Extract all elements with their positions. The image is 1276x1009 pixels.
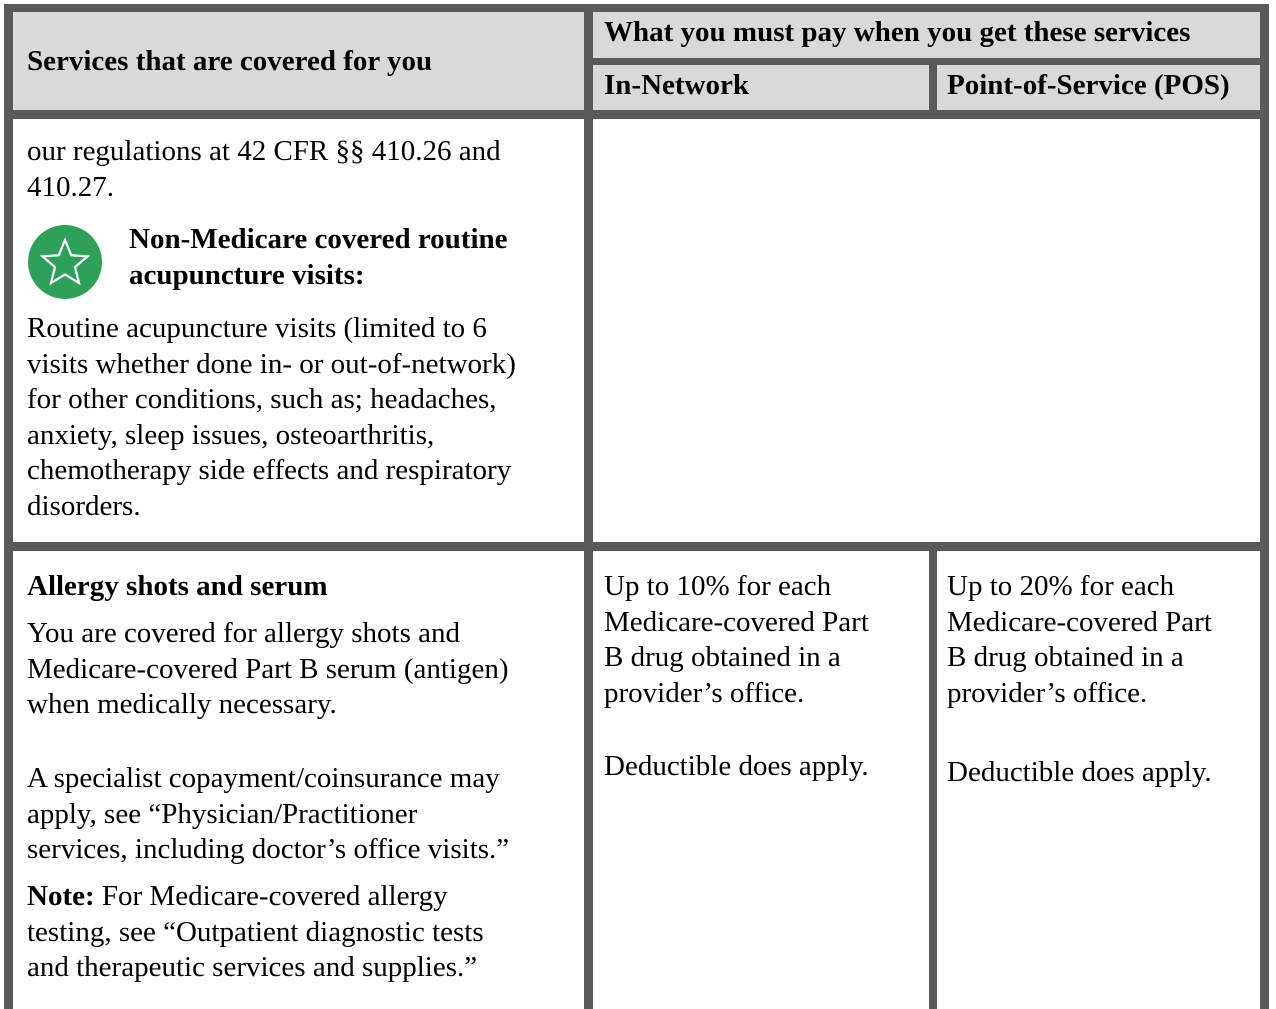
allergy-body-line: A specialist copayment/coinsurance may: [27, 762, 500, 794]
table-border-left: [4, 4, 13, 1009]
pos-line: B drug obtained in a: [947, 641, 1184, 673]
in-network-cost: [604, 569, 926, 711]
allergy-body-line: when medically necessary.: [27, 688, 337, 720]
routine-title-line: Non-Medicare covered routine: [129, 223, 508, 255]
allergy-body-coverage: [27, 616, 582, 723]
header-column-divider: [929, 65, 937, 110]
header-pos-label: Point-of-Service (POS): [947, 69, 1230, 101]
allergy-body-line: services, including doctor’s office visits.”: [27, 833, 510, 865]
routine-body-line: chemotherapy side effects and respiratory: [27, 454, 512, 486]
in-network-line: Medicare-covered Part: [604, 605, 869, 638]
routine-body-line: visits whether done in- or out-of-network): [27, 347, 516, 380]
note-first-line: [27, 879, 582, 915]
header-services-label: Services that are covered for you: [27, 45, 433, 77]
row1-intro-line: 410.27.: [27, 170, 114, 203]
in-network-line: B drug obtained in a: [604, 641, 841, 673]
header-pay-label: What you must pay when you get these services: [604, 16, 1191, 48]
column-divider-main: [584, 4, 593, 1009]
allergy-body-line: You are covered for allergy shots and: [27, 617, 461, 649]
allergy-note: [27, 879, 582, 986]
allergy-body-line: Medicare-covered Part B serum (antigen): [27, 652, 509, 685]
routine-body-line: for other conditions, such as; headaches,: [27, 383, 497, 415]
note-line: and therapeutic services and supplies.”: [27, 951, 478, 983]
allergy-body-line: apply, see “Physician/Practitioner: [27, 797, 418, 830]
table-border-right: [1260, 4, 1269, 1009]
table-border-top: [4, 4, 1269, 12]
row-divider: [4, 542, 1269, 551]
body-column-divider: [929, 551, 937, 1009]
in-network-deductible: Deductible does apply.: [604, 750, 869, 782]
in-network-line: Up to 10% for each: [604, 570, 832, 602]
routine-acupuncture-body: [27, 311, 582, 524]
note-text: For Medicare-covered allergy: [94, 880, 448, 912]
note-label: Note:: [27, 880, 95, 912]
header-bottom-border: [4, 110, 1269, 119]
note-line: testing, see “Outpatient diagnostic tests: [27, 915, 484, 948]
routine-body-line: disorders.: [27, 489, 141, 522]
in-network-line: provider’s office.: [604, 676, 805, 709]
pos-line: Up to 20% for each: [947, 570, 1175, 602]
pos-deductible: Deductible does apply.: [947, 756, 1212, 788]
routine-acupuncture-title: [129, 222, 579, 293]
allergy-body-specialist: [27, 761, 582, 868]
star-icon: [27, 224, 103, 300]
routine-body-line: Routine acupuncture visits (limited to 6: [27, 312, 487, 344]
routine-title-line: acupuncture visits:: [129, 258, 365, 291]
pos-cost: [947, 569, 1257, 711]
routine-body-line: anxiety, sleep issues, osteoarthritis,: [27, 418, 435, 451]
pos-line: provider’s office.: [947, 676, 1148, 709]
header-in-network-label: In-Network: [604, 69, 749, 101]
row1-intro-line: our regulations at 42 CFR §§ 410.26 and: [27, 135, 501, 167]
allergy-title: Allergy shots and serum: [27, 570, 328, 602]
pos-line: Medicare-covered Part: [947, 605, 1212, 638]
row1-intro-text: [27, 134, 577, 205]
header-subdivider: [593, 58, 1260, 65]
